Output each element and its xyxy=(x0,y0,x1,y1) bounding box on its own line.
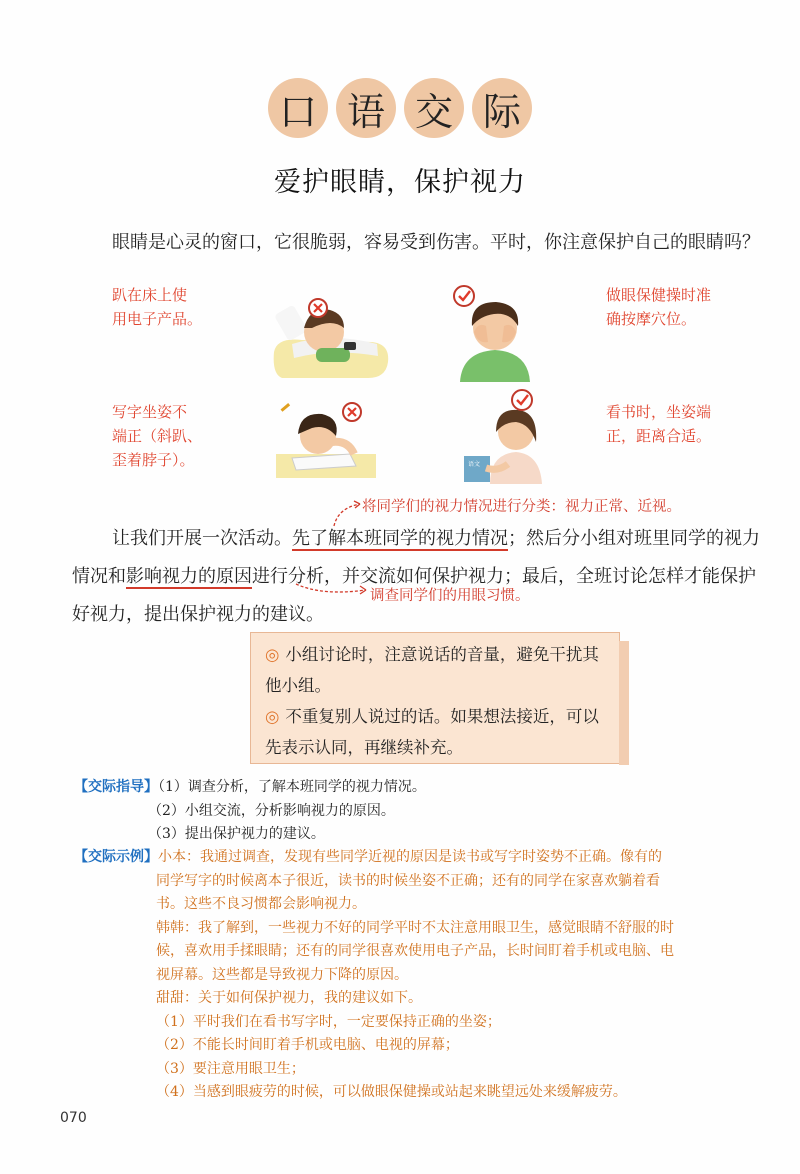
title-char: 际 xyxy=(472,78,532,138)
correct-mark-icon xyxy=(512,390,532,410)
example-line: 甜甜：关于如何保护视力，我的建议如下。 xyxy=(156,990,422,1006)
caption-top-right xyxy=(606,283,711,331)
illustration-good-posture xyxy=(460,388,550,484)
example-line: （1）平时我们在看书写字时，一定要保持正确的坐姿； xyxy=(156,1013,501,1030)
caption-line: 用电子产品。 xyxy=(112,310,203,328)
title-char: 交 xyxy=(404,78,464,138)
tip-item xyxy=(265,701,600,763)
example-line: （4）当感到眼疲劳的时候，可以做眼保健操或站起来眺望远处来缓解疲劳。 xyxy=(156,1084,627,1100)
guide-item: （1）调查分析，了解本班同学的视力情况。 xyxy=(158,779,426,795)
caption-top-left xyxy=(112,283,202,331)
tips-box xyxy=(250,632,620,764)
tip-text: 不重复别人说过的话。如果想法接近，可以先表示认同，再继续补充。 xyxy=(265,707,599,757)
caption-line: 做眼保健操时准 xyxy=(606,286,712,304)
page-number: 070 xyxy=(60,1110,87,1126)
text-span: 的视力情况和 xyxy=(72,528,760,587)
book-label: 语文 xyxy=(468,461,481,468)
annotation-top: 将同学们的视力情况进行分类：视力正常、近视。 xyxy=(362,499,681,515)
illustration-lying-phone xyxy=(272,282,392,382)
guide-label: 【交际指导】 xyxy=(74,779,158,795)
bullet-icon: ◎ xyxy=(265,645,280,664)
caption-bottom-left xyxy=(112,400,202,472)
tip-item xyxy=(265,639,600,701)
tip-text: 小组讨论时，注意说话的音量，避免干扰其他小组。 xyxy=(265,645,599,695)
caption-line: 确按摩穴位。 xyxy=(606,310,697,328)
guide-item: （3）提出保护视力的建议。 xyxy=(148,826,325,842)
title-char: 语 xyxy=(336,78,396,138)
annotation-bottom: 调查同学们的用眼习惯。 xyxy=(370,588,530,604)
caption-line: 趴在床上使 xyxy=(112,286,188,304)
correct-mark-icon xyxy=(454,286,474,306)
caption-line: 写字坐姿不 xyxy=(112,403,188,421)
example-line: 同学写字的时候离本子很近，读书的时候坐姿不正确；还有的同学在家喜欢躺着看 xyxy=(156,872,660,889)
lesson-title xyxy=(0,78,800,138)
example-line: 书。这些不良习惯都会影响视力。 xyxy=(156,896,366,912)
example-line: 韩韩：我了解到，一些视力不好的同学平时不太注意用眼卫生，感觉眼睛不舒服的时 xyxy=(156,919,674,936)
example-line: （3）要注意用眼卫生； xyxy=(156,1060,305,1077)
bullet-icon: ◎ xyxy=(265,707,280,726)
illustration-bad-posture xyxy=(272,394,378,480)
subtitle: 爱护眼睛，保护视力 xyxy=(274,167,526,198)
example-line: （2）不能长时间盯着手机或电脑、电视的屏幕； xyxy=(156,1037,459,1053)
text-span: 进行分析，并交流如何保护视力；最后，全班讨论怎 xyxy=(252,566,666,587)
guide-section xyxy=(74,776,426,847)
example-line: 视屏幕。这些都是导致视力下降的原因。 xyxy=(156,966,408,983)
example-line: 小本：我通过调查，发现有些同学近视的原因是读书或写字时姿势不正确。像有的 xyxy=(158,849,662,865)
illustration-eye-exercise xyxy=(450,282,540,382)
activity-paragraph xyxy=(72,520,762,634)
caption-line: 歪着脖子）。 xyxy=(112,451,195,469)
caption-line: 看书时，坐姿端 xyxy=(606,403,712,421)
text-span: 让我们开展一次活动。 xyxy=(112,528,292,549)
intro-text: 眼睛是心灵的窗口，它很脆弱，容易受到伤害。平时，你注意保护自己的眼睛吗？ xyxy=(112,232,760,253)
underlined-text: 先了解本班同学的视力情况 xyxy=(292,528,508,549)
text-span: ；然后分小组对班里同学 xyxy=(508,528,706,549)
title-char: 口 xyxy=(268,78,328,138)
caption-line: 端正（斜趴、 xyxy=(112,427,203,445)
underlined-text: 影响视力的原因 xyxy=(126,566,252,587)
example-line: 候，喜欢用手揉眼睛；还有的同学很喜欢使用电子产品，长时间盯着手机或电脑、电 xyxy=(156,943,674,959)
example-label: 【交际示例】 xyxy=(74,849,158,865)
guide-item: （2）小组交流，分析影响视力的原因。 xyxy=(148,802,395,819)
example-section xyxy=(74,846,764,1105)
caption-bottom-right xyxy=(606,400,711,448)
text-span: 样才能保护好视力，提出保护视力的建议。 xyxy=(72,566,756,625)
caption-line: 正，距离合适。 xyxy=(606,427,712,445)
